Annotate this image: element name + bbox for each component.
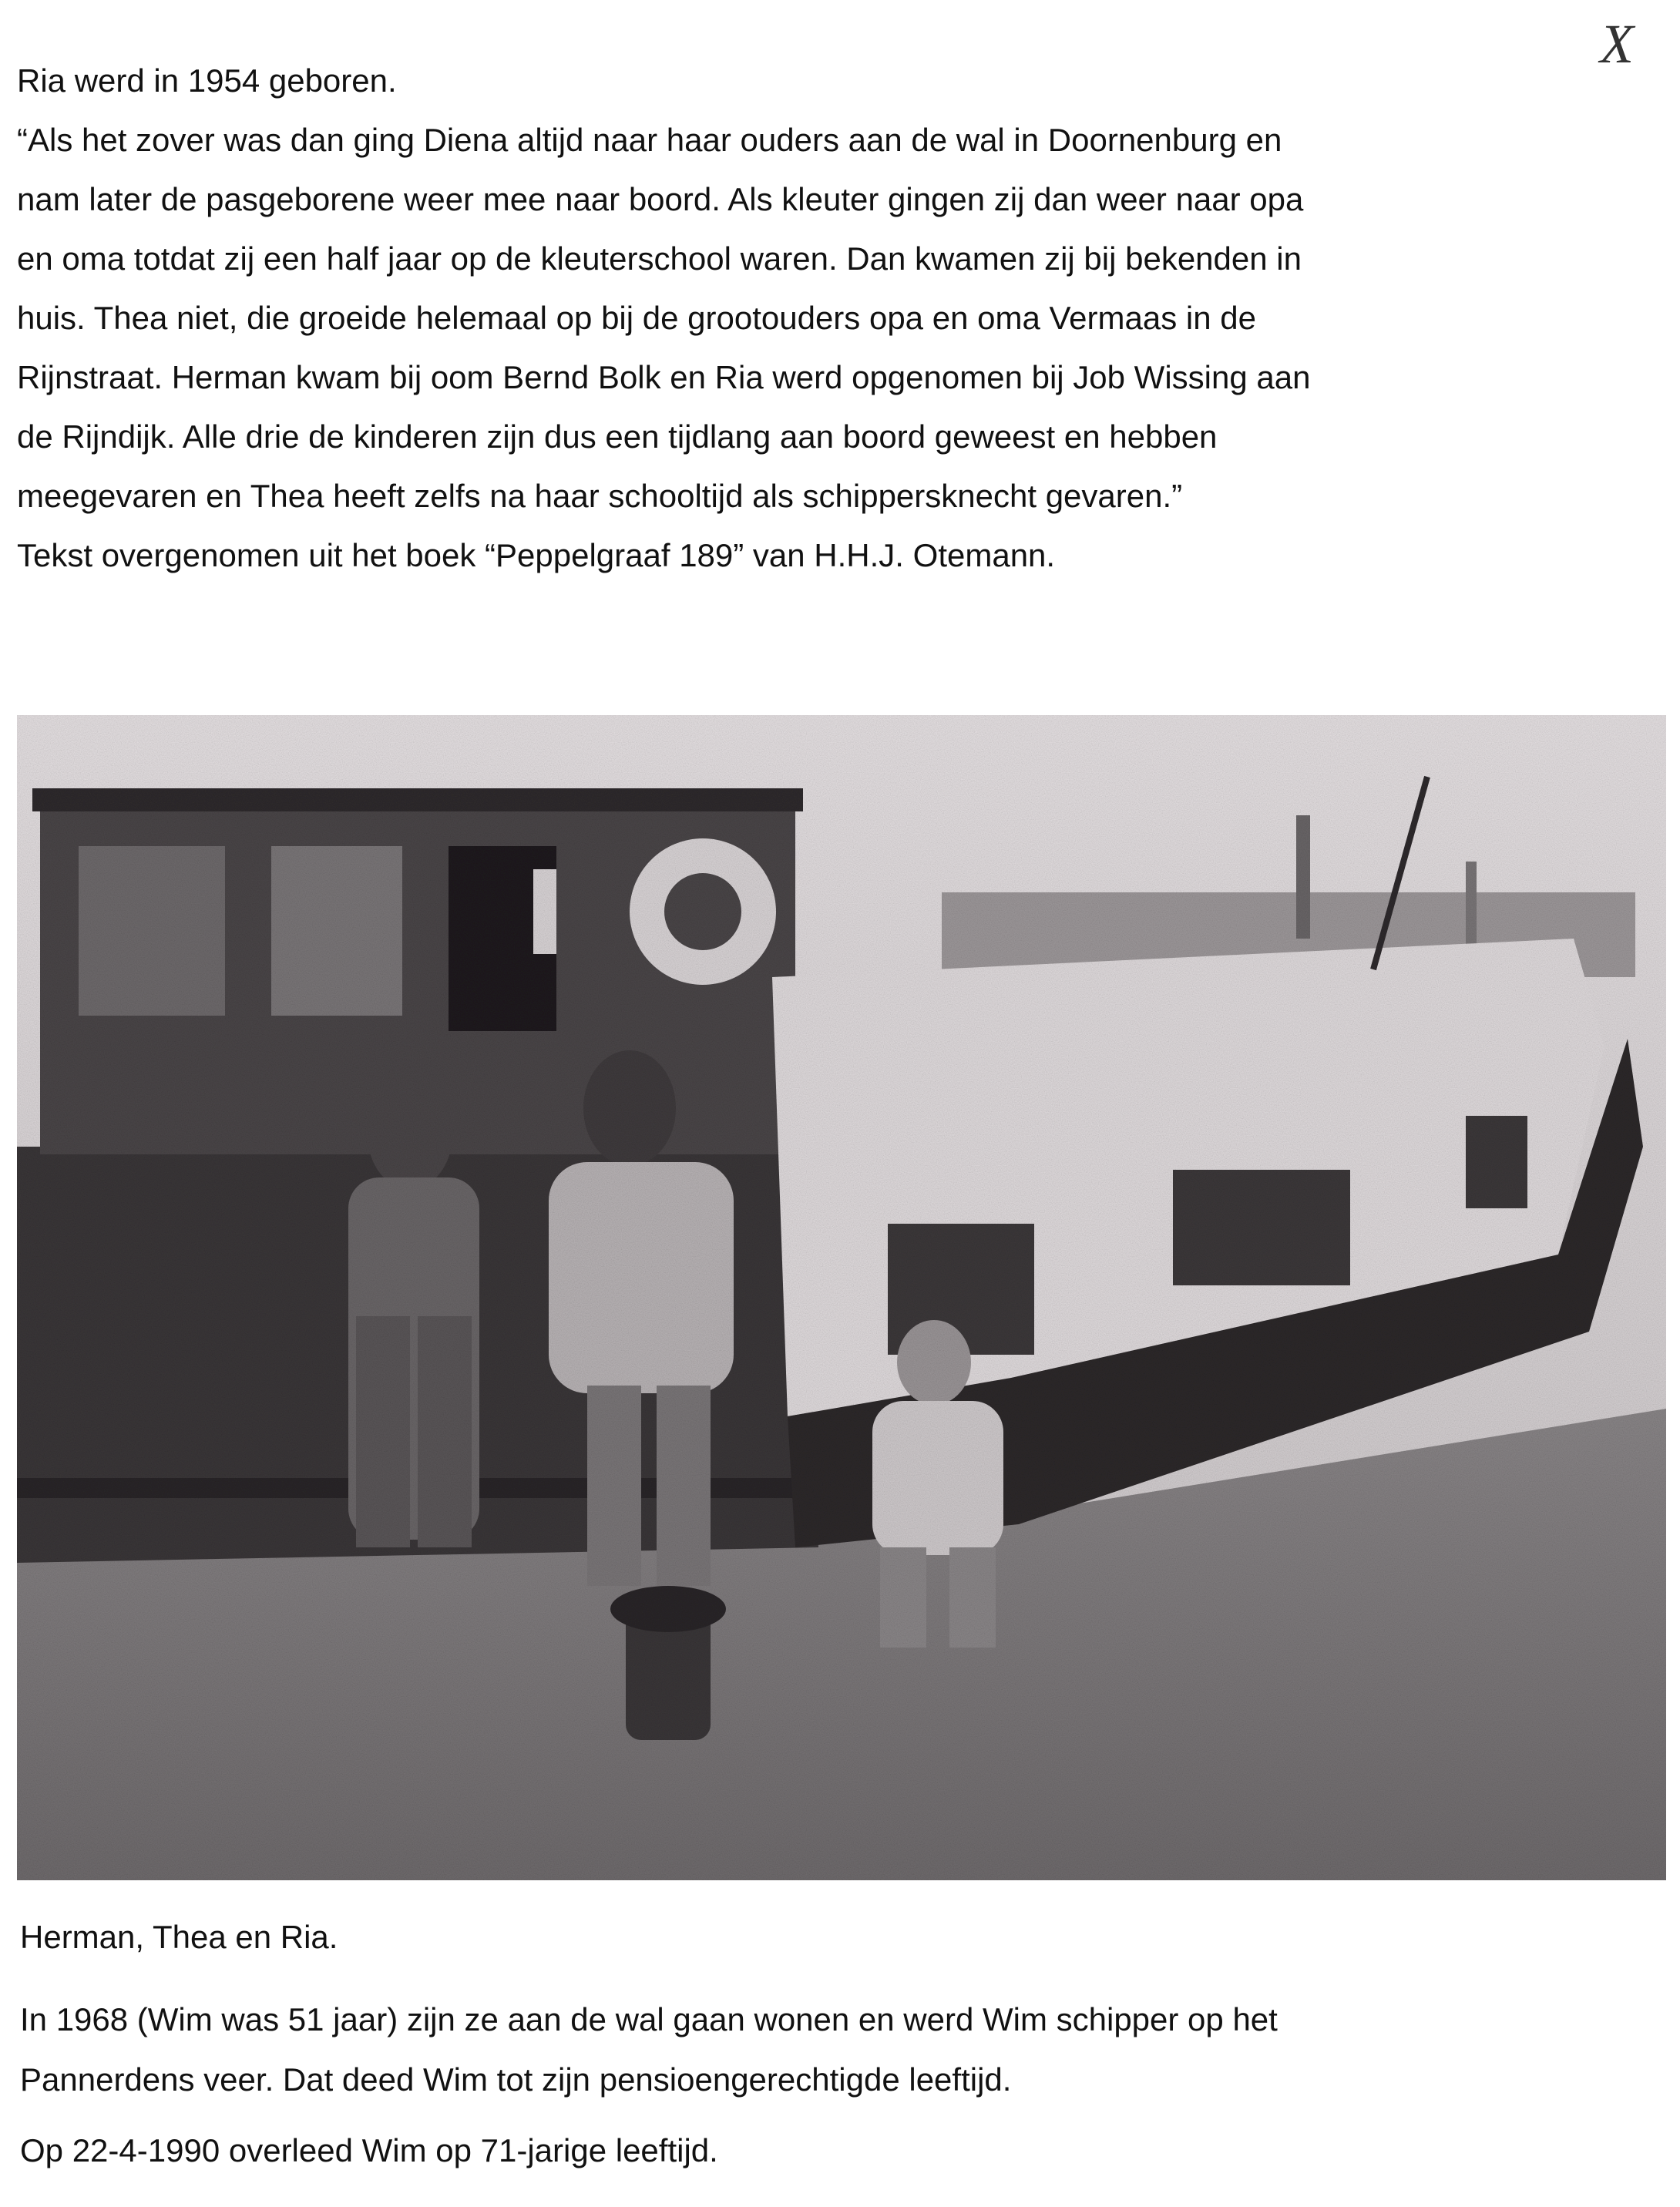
intro-line: Ria werd in 1954 geboren. <box>17 62 397 99</box>
intro-line: nam later de pasgeborene weer mee naar boord. Als kleuter gingen zij dan weer naar opa <box>17 181 1304 217</box>
closing-line: Op 22-4-1990 overleed Wim op 71-jarige leeftijd. <box>20 2132 718 2168</box>
closing-line: In 1968 (Wim was 51 jaar) zijn ze aan de wal gaan wonen en werd Wim schipper op het <box>20 2001 1278 2037</box>
photo-caption: Herman, Thea en Ria. <box>20 1919 338 1955</box>
closing-paragraph-2 <box>20 2121 718 2181</box>
boat-photo <box>17 715 1666 1880</box>
closing-paragraph-1 <box>20 1990 1278 2110</box>
intro-line: meegevaren en Thea heeft zelfs na haar schooltijd als schippersknecht gevaren.” <box>17 478 1183 514</box>
intro-line: de Rijndijk. Alle drie de kinderen zijn dus een tijdlang aan boord geweest en hebben <box>17 418 1218 455</box>
intro-line: huis. Thea niet, die groeide helemaal op bij de grootouders opa en oma Vermaas in de <box>17 300 1256 336</box>
intro-line: en oma totdat zij een half jaar op de kleuterschool waren. Dan kwamen zij bij bekenden in <box>17 240 1302 277</box>
boat-photo-drawing <box>17 715 1666 1880</box>
intro-line: Rijnstraat. Herman kwam bij oom Bernd Bolk en Ria werd opgenomen bij Job Wissing aan <box>17 359 1311 395</box>
page-number: X <box>1600 13 1635 75</box>
intro-text <box>17 51 1651 585</box>
intro-line: Tekst overgenomen uit het boek “Peppelgraaf 189” van H.H.J. Otemann. <box>17 537 1056 573</box>
intro-line: “Als het zover was dan ging Diena altijd naar haar ouders aan de wal in Doornenburg en <box>17 122 1282 158</box>
closing-line: Pannerdens veer. Dat deed Wim tot zijn pensioengerechtigde leeftijd. <box>20 2061 1012 2098</box>
